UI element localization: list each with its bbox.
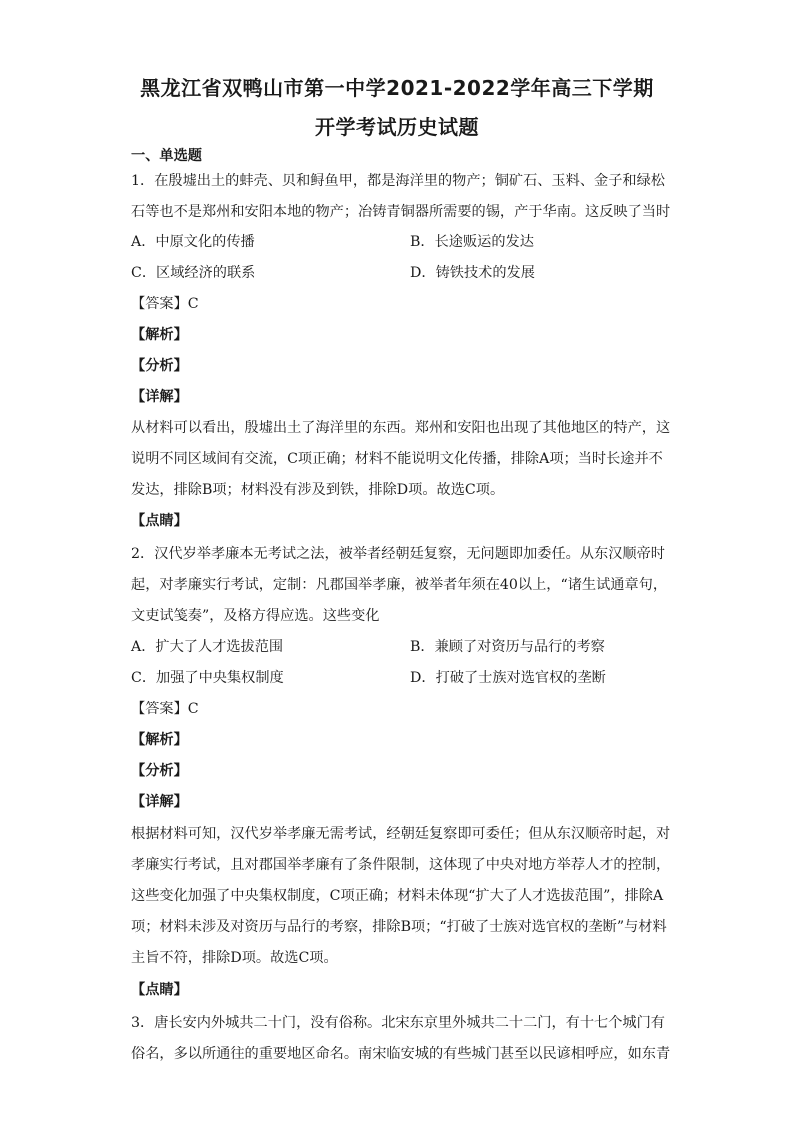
document-title-line1: 黑龙江省双鸭山市第一中学2021-2022学年高三下学期 [140, 76, 654, 100]
question-stem-line: 文吏试笺奏”，及格方得应选。这些变化 [131, 608, 380, 624]
detail-line: 根据材料可知，汉代岁举孝廉无需考试，经朝廷复察即可委任；但从东汉顺帝时起，对 [131, 826, 671, 842]
question-stem-line: 起，对孝廉实行考试，定制：凡郡国举孝廉，被举者年须在40以上，“诸生试通章句， [131, 577, 668, 593]
question-stem-line: 2．汉代岁举孝廉本无考试之法，被举者经朝廷复察，无问题即加委任。从东汉顺帝时 [131, 546, 665, 562]
option-c: C．区域经济的联系 [131, 265, 256, 281]
question-stem-line: 俗名，多以所通往的重要地区命名。南宋临安城的有些城门甚至以民谚相呼应，如东青 [131, 1046, 671, 1062]
detail-line: 主旨不符，排除D项。故选C项。 [131, 950, 338, 966]
option-b: B．长途贩运的发达 [410, 234, 534, 250]
option-d: D．打破了士族对选官权的垄断 [410, 670, 606, 686]
detail-line: 从材料可以看出，殷墟出土了海洋里的东西。郑州和安阳也出现了其他地区的特产，这 [131, 420, 671, 436]
detail-line: 说明不同区域间有交流，C项正确；材料不能说明文化传播，排除A项；当时长途并不 [131, 451, 663, 467]
detail-heading: 【详解】 [131, 794, 188, 810]
analysis-subheading: 【分析】 [131, 358, 188, 374]
option-b: B．兼顾了对资历与品行的考察 [410, 639, 605, 655]
analysis-subheading: 【分析】 [131, 763, 188, 779]
analysis-heading: 【解析】 [131, 327, 188, 343]
comment-heading: 【点睛】 [131, 513, 188, 529]
option-d: D．铸铁技术的发展 [410, 265, 535, 281]
section-heading: 一、单选题 [131, 148, 202, 164]
detail-line: 发达，排除B项；材料没有涉及到铁，排除D项。故选C项。 [131, 482, 505, 498]
question-stem-line: 1．在殷墟出土的蚌壳、贝和鲟鱼甲，都是海洋里的物产；铜矿石、玉料、金子和绿松 [131, 173, 665, 189]
detail-heading: 【详解】 [131, 389, 188, 405]
comment-heading: 【点睛】 [131, 982, 188, 998]
analysis-heading: 【解析】 [131, 732, 188, 748]
answer-label: 【答案】C [131, 296, 199, 312]
answer-label: 【答案】C [131, 701, 199, 717]
question-stem-line: 3．唐长安内外城共二十门，没有俗称。北宋东京里外城共二十二门，有十七个城门有 [131, 1015, 665, 1031]
option-a: A．扩大了人才选拔范围 [131, 639, 284, 655]
document-title-line2: 开学考试历史试题 [315, 115, 479, 139]
question-stem-line: 石等也不是郑州和安阳本地的物产；冶铸青铜器所需要的锡，产于华南。这反映了当时 [131, 204, 671, 220]
detail-line: 这些变化加强了中央集权制度，C项正确；材料未体现“扩大了人才选拔范围”，排除A [131, 888, 664, 904]
option-a: A．中原文化的传播 [131, 234, 255, 250]
detail-line: 孝廉实行考试，且对郡国举孝廉有了条件限制，这体现了中央对地方举荐人才的控制， [131, 857, 671, 873]
detail-line: 项；材料未涉及对资历与品行的考察，排除B项；“打破了士族对选官权的垄断”与材料 [131, 919, 667, 935]
option-c: C．加强了中央集权制度 [131, 670, 284, 686]
